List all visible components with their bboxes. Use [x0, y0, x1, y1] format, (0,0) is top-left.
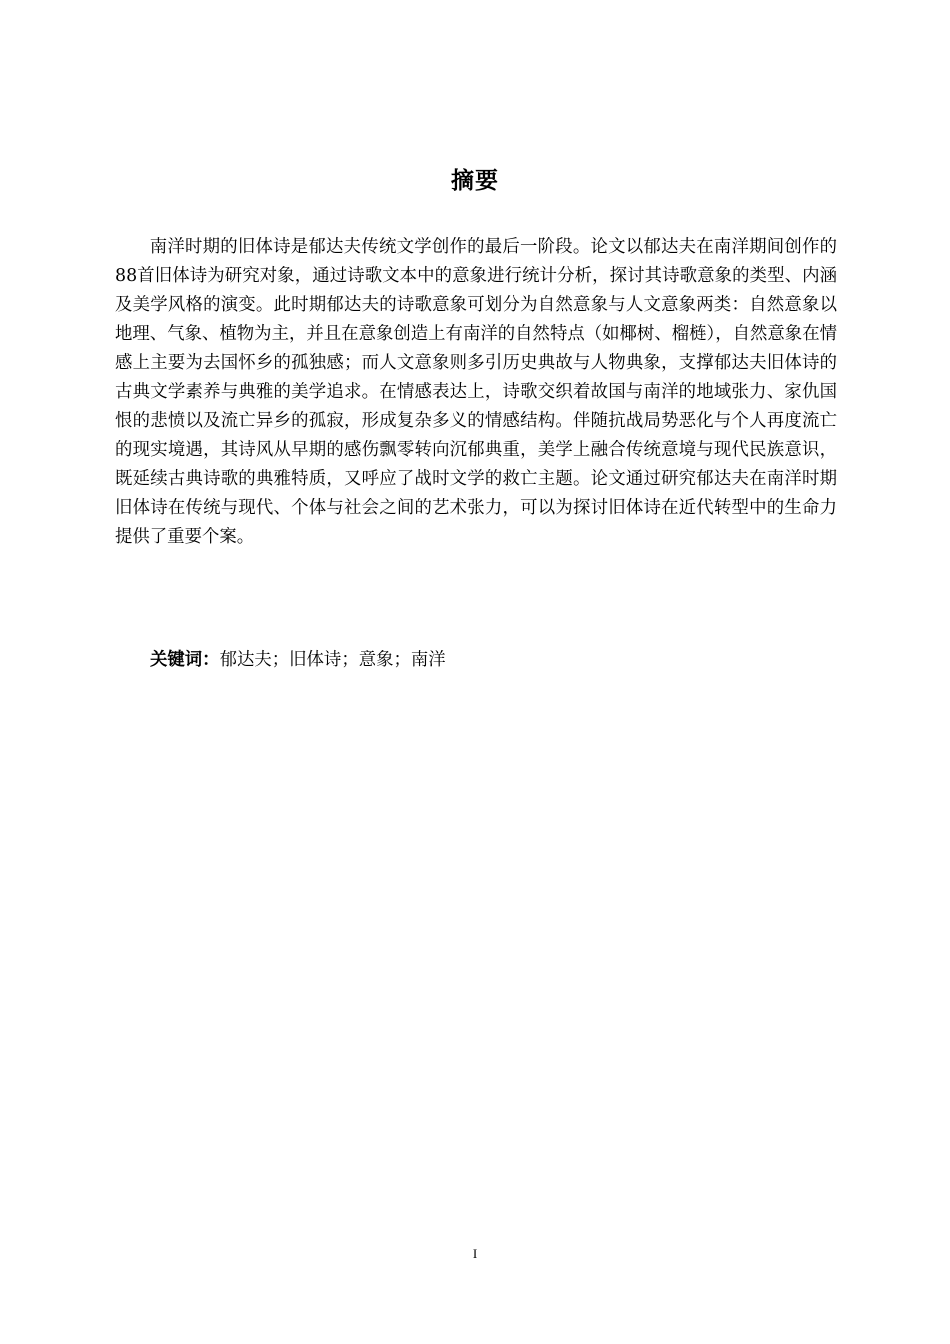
page-number: I — [472, 1246, 478, 1261]
keywords-line — [150, 646, 446, 675]
keywords-label: 关键词： — [150, 650, 220, 670]
abstract-title: 摘要 — [451, 168, 499, 194]
abstract-paragraph: 南洋时期的旧体诗是郁达夫传统文学创作的最后一阶段。论文以郁达夫在南洋期间创作的88首旧体诗为研究对象，通过诗歌文本中的意象进行统计分析，探讨其诗歌意象的类型、内涵及美学风格的演变。此时期郁达夫的诗歌意象可划分为自然意象与人文意象两类：自然意象以地理、气象、植物为主，并且在意象创造上有南洋的自然特点（如椰树、榴梿），自然意象在情感上主要为去国怀乡的孤独感；而人文意象则多引历史典故与人物典象，支撑郁达夫旧体诗的古典文学素养与典雅的美学追求。在情感表达上，诗歌交织着故国与南洋的地域张力、家仇国恨的悲愤以及流亡异乡的孤寂，形成复杂多义的情感结构。伴随抗战局势恶化与个人再度流亡的现实境遇，其诗风从早期的感伤飘零转向沉郁典重，美学上融合传统意境与现代民族意识，既延续古典诗歌的典雅特质，又呼应了战时文学的救亡主题。论文通过研究郁达夫在南洋时期旧体诗在传统与现代、个体与社会之间的艺术张力，可以为探讨旧体诗在近代转型中的生命力提供了重要个案。 — [115, 237, 837, 547]
keywords-value: 郁达夫；旧体诗；意象；南洋 — [219, 650, 446, 670]
